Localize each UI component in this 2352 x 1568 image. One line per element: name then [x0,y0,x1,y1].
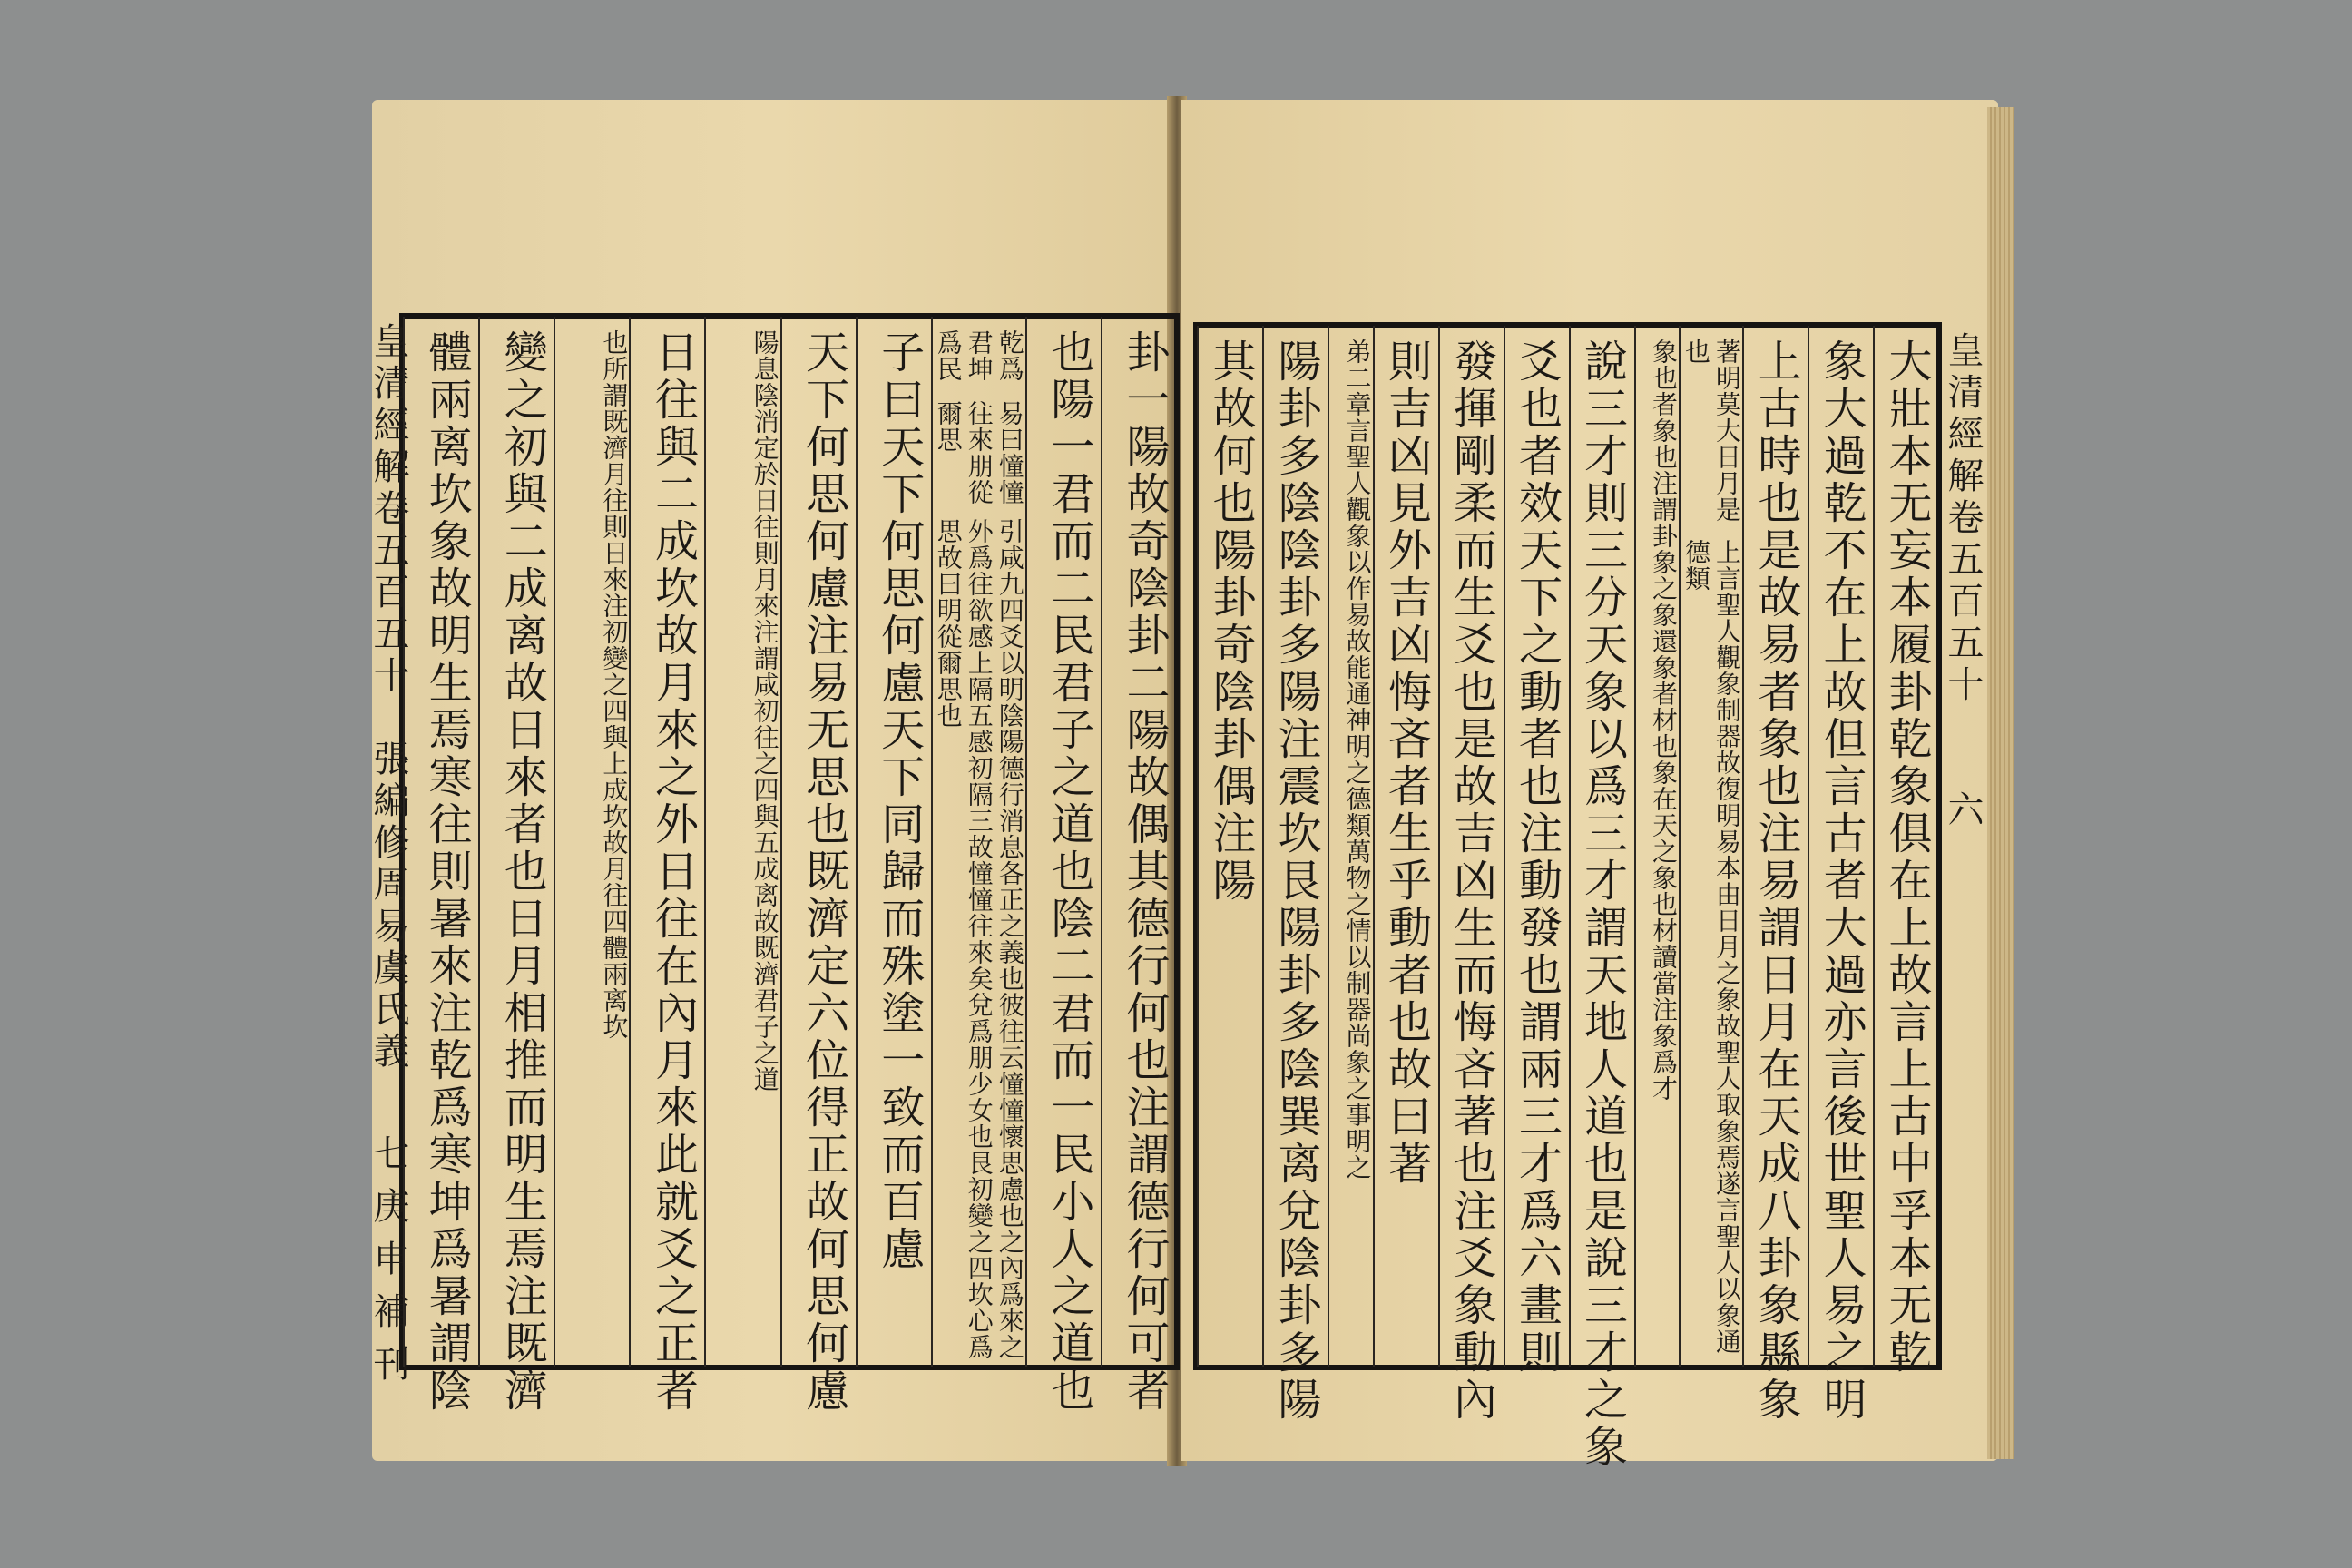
text-column [1634,326,1680,1367]
annotation-text: 弟二章言聖人觀象以作易故能通神明之德類萬物之情以制器尚象之事明之 [1342,338,1373,1181]
margin-title: 皇清經解卷五百五十 [1942,331,1984,707]
page-edges [1987,107,2014,1459]
page-number: 七 [368,1134,409,1187]
text-column: 陽卦多陰陰卦多陽注震坎艮陽卦多陰巽离兌陰卦多陽 [1262,326,1328,1367]
text-column: 其故何也陽卦奇陰卦偶注陽 [1197,326,1262,1367]
annotation-text: 著明莫大日月是也 [1681,338,1742,523]
annotation-text: 既濟君子之道 [750,935,780,1093]
right-margin-title [1937,331,1989,1366]
right-text-columns [1197,326,1938,1471]
colophon: 庚申補刊 [368,1187,409,1397]
annotation-text: 引咸九四爻以明陰陽德行消息各正之義也彼往云憧憧懷思慮也之內爲來之外爲往欲感上隔五感初隔三故憧憧往來矣兌爲朋少女也艮初變之四坎心爲思故曰明從爾思也 [933,517,1025,1360]
annotation-text: 上言聖人觀象制器故復明易本由日月之象故聖人取象焉遂言聖人以象通德類 [1681,539,1742,1356]
left-text-columns [403,317,1176,1415]
annotation-text: 爲才 [1649,1049,1679,1102]
annotation-text: 易曰憧憧往來朋從爾思 [933,399,1025,505]
annotation-text: 乾爲君坤爲民 [933,329,1025,382]
text-column [1328,326,1373,1367]
text-column: 也陽一君而二民君子之道也陰二君而一民小人之道也 [1025,317,1101,1367]
annotation-text: 謂卦象之象還象者材也 [1649,496,1679,760]
annotation-text: 陽息陰消定於 [750,329,780,487]
text-column: 上古時也是故易者象也注易謂日月在天成八卦象縣象 [1742,326,1808,1367]
annotation-text: 月往則日來注初變之四與上成坎故月往四 [599,461,630,935]
margin-subtitle: 張編修周易虞氏義 [368,740,409,1073]
margin-title: 皇清經解卷五百五十 [368,322,409,698]
annotation-text: 象也者象也注 [1649,338,1679,496]
text-column: 變之初與二成离故日來者也日月相推而明生焉注既濟 [478,317,554,1367]
text-column: 爻也者效天下之動者也注動發也謂兩三才爲六畫則 [1504,326,1569,1367]
text-column: 卦一陽故奇陰卦二陽故偶其德行何也注謂德行何可者 [1101,317,1176,1367]
text-column [1679,326,1742,1367]
annotation-text: 象在天之象也材讀當注象 [1649,760,1679,1049]
annotation-text: 也所謂既濟 [599,329,630,461]
text-column [704,317,779,1367]
text-column: 天下何思何慮注易无思也既濟定六位得正故何思何慮 [780,317,856,1367]
text-column [931,317,1025,1367]
text-column: 子曰天下何思何慮天下同歸而殊塗一致而百慮 [856,317,931,1367]
text-column: 說三才則三分天象以爲三才謂天地人道也是說三才之象 [1569,326,1634,1367]
text-column: 體兩离坎象故明生焉寒往則暑來注乾爲寒坤爲暑謂陰 [403,317,478,1367]
annotation-text: 日往則月來注謂咸初往之四與五成离故 [750,487,780,935]
text-column: 象大過乾不在上故但言古者大過亦言後世聖人易之明 [1808,326,1873,1367]
annotation-text: 體兩离坎 [599,935,630,1040]
page-number: 六 [1942,790,1984,832]
text-column [554,317,629,1367]
text-column: 日往與二成坎故月來之外日往在內月來此就爻之正者 [629,317,704,1367]
text-column: 發揮剛柔而生爻也是故吉凶生而悔吝著也注爻象動內 [1438,326,1504,1367]
text-column: 大壯本无妄本履卦乾象俱在上故言上古中孚本无乾 [1873,326,1938,1367]
text-column: 則吉凶見外吉凶悔吝者生乎動者也故曰著 [1373,326,1438,1367]
